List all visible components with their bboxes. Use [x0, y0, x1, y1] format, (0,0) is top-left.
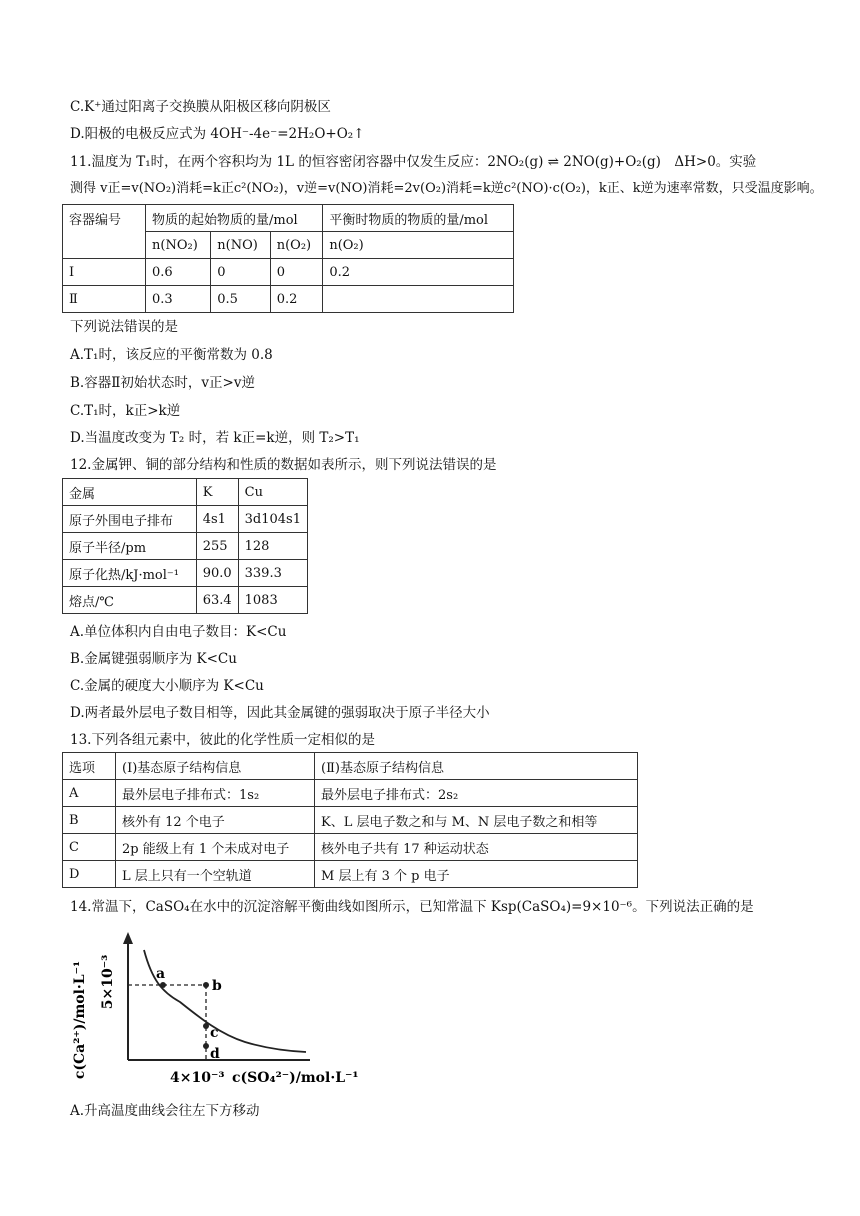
- q11-h-container: 容器编号: [63, 205, 146, 259]
- point-label-d: d: [210, 1046, 220, 1062]
- table-cell: C: [63, 834, 116, 861]
- q12-option-c: C.金属的硬度大小顺序为 K<Cu: [70, 678, 264, 694]
- table-cell: Ⅱ: [63, 286, 146, 313]
- q14-solubility-figure: [70, 920, 390, 1095]
- table-row: [63, 506, 308, 533]
- q11-stem-line2: 测得 v正=v(NO₂)消耗=k正c²(NO₂)，v逆=v(NO)消耗=2v(O₂)消耗=k逆c²(NO)·c(O₂)，k正、k逆为速率常数，只受温度影响。: [70, 181, 823, 196]
- table-row: [63, 834, 638, 861]
- table-cell: K: [196, 479, 238, 506]
- table-cell: 90.0: [196, 560, 238, 587]
- q14-option-a: A.升高温度曲线会往左下方移动: [70, 1103, 260, 1119]
- q11-h-equilibrium: 平衡时物质的物质的量/mol: [323, 205, 514, 232]
- q11-sub-no2: n(NO₂): [146, 232, 211, 259]
- table-row: [63, 259, 514, 286]
- table-cell: 0.6: [146, 259, 211, 286]
- y-axis-arrow: [123, 932, 133, 944]
- q13-table: [62, 752, 638, 888]
- point-label-b: b: [212, 978, 222, 994]
- point-label-c: c: [210, 1025, 219, 1041]
- equilibrium-curve: [144, 950, 306, 1052]
- q12-option-d: D.两者最外层电子数目相等，因此其金属键的强弱取决于原子半径大小: [70, 705, 490, 721]
- q13-stem: 13.下列各组元素中，彼此的化学性质一定相似的是: [70, 732, 375, 748]
- table-cell: 2p 能级上有 1 个未成对电子: [116, 834, 315, 861]
- table-cell: 1083: [238, 587, 307, 614]
- q11-option-d: D.当温度改变为 T₂ 时，若 k正=k逆，则 T₂>T₁: [70, 430, 360, 446]
- table-cell: M 层上有 3 个 p 电子: [315, 861, 638, 888]
- point-c: [203, 1023, 209, 1029]
- table-row: [63, 587, 308, 614]
- q11-ask: 下列说法错误的是: [70, 319, 178, 335]
- q11-sub-no: n(NO): [211, 232, 270, 259]
- table-cell: 0.3: [146, 286, 211, 313]
- table-cell: L 层上只有一个空轨道: [116, 861, 315, 888]
- table-cell: 0.2: [323, 259, 514, 286]
- q10-option-d: D.阳极的电极反应式为 4OH⁻-4e⁻=2H₂O+O₂↑: [70, 126, 365, 142]
- table-cell: 核外有 12 个电子: [116, 807, 315, 834]
- table-cell: Ⅰ: [63, 259, 146, 286]
- table-row: [63, 560, 308, 587]
- table-cell: 4s1: [196, 506, 238, 533]
- q11-option-b: B.容器Ⅱ初始状态时，v正>v逆: [70, 375, 255, 391]
- table-header-row: [63, 479, 308, 506]
- q10-option-c: C.K⁺通过阳离子交换膜从阳极区移向阴极区: [70, 99, 331, 115]
- table-cell: 63.4: [196, 587, 238, 614]
- q11-option-a: A.T₁时，该反应的平衡常数为 0.8: [70, 347, 273, 363]
- table-cell: 0.2: [270, 286, 323, 313]
- table-cell: 3d104s1: [238, 506, 307, 533]
- table-row: [63, 286, 514, 313]
- table-cell: 核外电子共有 17 种运动状态: [315, 834, 638, 861]
- table-cell: 原子化热/kJ·mol⁻¹: [63, 560, 197, 587]
- table-cell: (Ⅱ)基态原子结构信息: [315, 753, 638, 780]
- table-cell: K、L 层电子数之和与 M、N 层电子数之和相等: [315, 807, 638, 834]
- table-cell: 128: [238, 533, 307, 560]
- q14-xtick: 4×10⁻³: [170, 1070, 225, 1086]
- q12-option-b: B.金属键强弱顺序为 K<Cu: [70, 651, 237, 667]
- q11-option-c: C.T₁时，k正>k逆: [70, 403, 181, 419]
- q12-table: [62, 478, 308, 614]
- q14-xlabel: c(SO₄²⁻)/mol·L⁻¹: [232, 1070, 359, 1086]
- table-cell: 339.3: [238, 560, 307, 587]
- table-row: [63, 533, 308, 560]
- table-cell: Cu: [238, 479, 307, 506]
- q14-ylabel: c(Ca²⁺)/mol·L⁻¹: [72, 960, 88, 1080]
- point-b: [203, 982, 209, 988]
- point-label-a: a: [156, 966, 166, 982]
- table-cell: (Ⅰ)基态原子结构信息: [116, 753, 315, 780]
- table-cell: A: [63, 780, 116, 807]
- table-header-row: [63, 753, 638, 780]
- table-cell: 原子外围电子排布: [63, 506, 197, 533]
- q11-stem-line1: 11.温度为 T₁时，在两个容积均为 1L 的恒容密闭容器中仅发生反应：2NO₂(g) ⇌ 2NO(g)+O₂(g) ΔH>0。实验: [70, 154, 757, 170]
- q11-table: [62, 204, 514, 313]
- table-row: [63, 780, 638, 807]
- q12-option-a: A.单位体积内自由电子数目：K<Cu: [70, 624, 287, 640]
- table-cell: 0: [270, 259, 323, 286]
- table-cell: 原子半径/pm: [63, 533, 197, 560]
- table-cell: 金属: [63, 479, 197, 506]
- table-cell: 0.5: [211, 286, 270, 313]
- table-cell: 0: [211, 259, 270, 286]
- point-d: [203, 1043, 209, 1049]
- point-a: [160, 982, 166, 988]
- table-cell: [323, 286, 514, 313]
- table-row: [63, 861, 638, 888]
- q11-sub-o2-eq: n(O₂): [323, 232, 514, 259]
- table-cell: D: [63, 861, 116, 888]
- q12-stem: 12.金属钾、铜的部分结构和性质的数据如表所示，则下列说法错误的是: [70, 457, 497, 473]
- table-cell: 最外层电子排布式：2s₂: [315, 780, 638, 807]
- table-cell: 熔点/℃: [63, 587, 197, 614]
- table-cell: 255: [196, 533, 238, 560]
- q14-stem: 14.常温下，CaSO₄在水中的沉淀溶解平衡曲线如图所示，已知常温下 Ksp(CaSO₄)=9×10⁻⁶。下列说法正确的是: [70, 899, 754, 915]
- table-cell: 选项: [63, 753, 116, 780]
- table-cell: B: [63, 807, 116, 834]
- table-row: [63, 807, 638, 834]
- table-cell: 最外层电子排布式：1s₂: [116, 780, 315, 807]
- q11-sub-o2: n(O₂): [270, 232, 323, 259]
- q11-h-initial: 物质的起始物质的量/mol: [146, 205, 323, 232]
- q14-ytick: 5×10⁻³: [100, 954, 116, 1010]
